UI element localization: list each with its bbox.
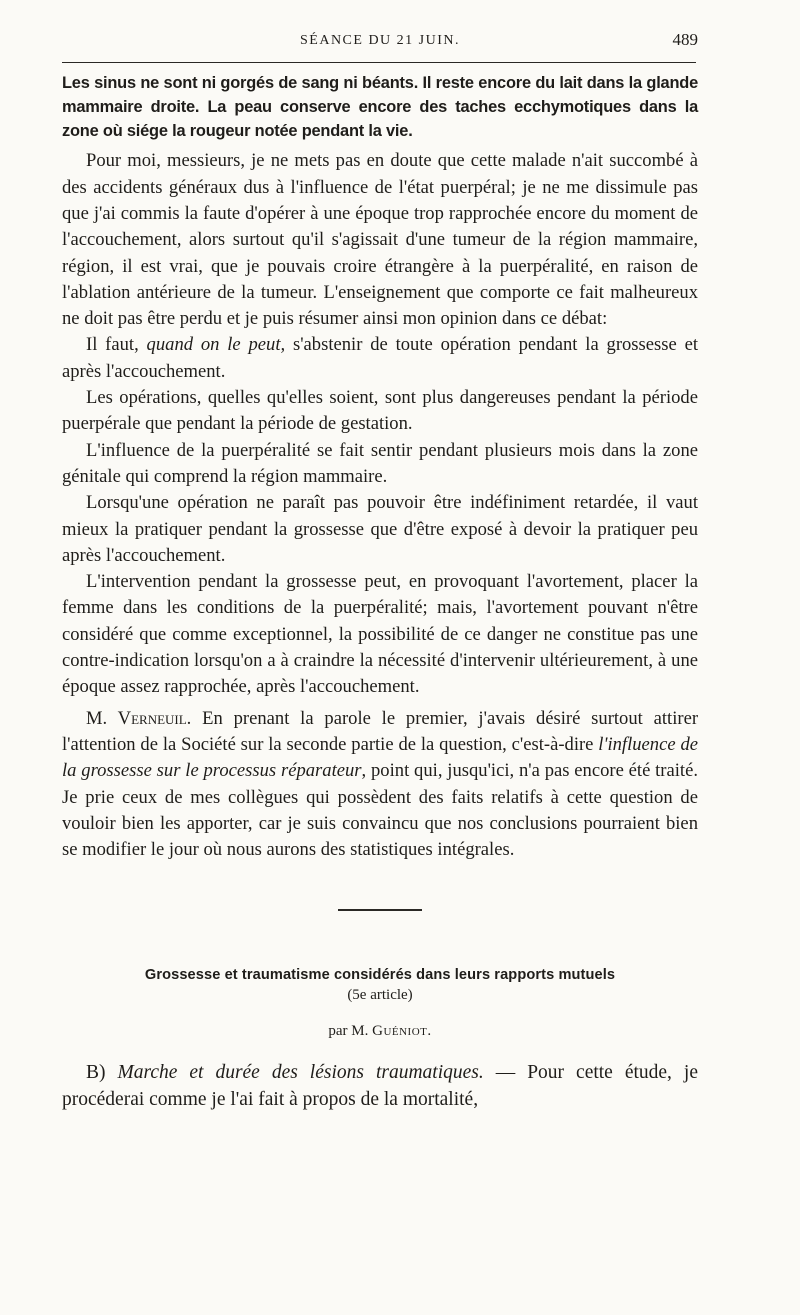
speaker-name: M. Verneuil. <box>86 707 192 729</box>
verneuil-italic: l'influence de la grossesse sur le processus réparateur <box>62 733 698 782</box>
section-text <box>62 1059 698 1113</box>
section-label: B) <box>86 1062 118 1084</box>
paragraph-conclusion-1 <box>62 332 698 385</box>
section-separator <box>338 909 422 911</box>
running-header <box>62 0 698 56</box>
article-title: Grossesse et traumatisme considérés dans leurs rapports mutuels <box>144 967 616 984</box>
document-page <box>62 0 698 1113</box>
author-name: Guéniot. <box>372 1023 432 1040</box>
body-text <box>62 72 698 863</box>
paragraph-section-b <box>62 1059 698 1113</box>
article-subtitle: (5e article) <box>347 987 413 1004</box>
page-number: 489 <box>672 30 698 49</box>
author-prefix: par M. <box>328 1023 373 1040</box>
conclusion-1-start: Il faut, <box>86 334 147 356</box>
paragraph-autopsy-note: Les sinus ne sont ni gorgés de sang ni béants. Il reste encore du lait dans la glande mammaire droite. La peau conserve encore des taches ecchymotiques dans la zone où siége la rougeur notée pendant la vie. <box>62 74 698 140</box>
section-body: — Pour cette étude, je procéderai comme je l'ai fait à propos de la mortalité, <box>62 1062 698 1111</box>
article-author <box>62 1021 698 1041</box>
running-title: SÉANCE DU 21 JUIN. <box>300 33 460 48</box>
paragraph-opinion: Pour moi, messieurs, je ne mets pas en doute que cette malade n'ait succombé à des accidents généraux dus à l'influence de l'état puerpéral; je ne me dissimule pas que j'ai commis la faute d'opérer à une époque trop rapprochée encore du moment de l'accouchement, alors surtout qu'il s'agissait d'une tumeur de la région mammaire, région, il est vrai, que je pouvais croire étrangère à la puerpéralité, en raison de l'ablation antérieure de la tumeur. L'enseignement que comporte ce fait malheureux ne doit pas être perdu et je puis résumer ainsi mon opinion dans ce débat: <box>62 150 698 330</box>
verneuil-text-2: , point qui, jusqu'ici, n'a pas encore été traité. Je prie ceux de mes collègues qui possèdent des faits relatifs à cette question de vouloir bien les apporter, car je suis convaincu que nos conclusions pourraient bien se modifier le jour où nous aurons des statistiques intégrales. <box>62 760 698 861</box>
conclusion-1-italic: quand on le peut, <box>146 334 286 356</box>
paragraph-conclusion-3: L'influence de la puerpéralité se fait sentir pendant plusieurs mois dans la zone génitale qui comprend la région mammaire. <box>62 439 698 487</box>
paragraph-conclusion-4: Lorsqu'une opération ne paraît pas pouvoir être indéfiniment retardée, il vaut mieux la pratiquer pendant la grossesse que d'être exposé à devoir la pratiquer peu après l'accouchement. <box>62 492 698 566</box>
conclusion-1-end: s'abstenir de toute opération pendant la grossesse et après l'accouchement. <box>62 334 698 382</box>
header-rule <box>62 62 696 63</box>
paragraph-conclusion-2: Les opérations, quelles qu'elles soient, sont plus dangereuses pendant la période puerpérale que pendant la période de gestation. <box>62 387 698 435</box>
verneuil-text-1: En prenant la parole le premier, j'avais désiré surtout attirer l'attention de la Société sur la seconde partie de la question, c'est-à-dire <box>62 707 699 755</box>
section-title: Marche et durée des lésions traumatiques. <box>117 1062 484 1084</box>
paragraph-conclusion-5: L'intervention pendant la grossesse peut, en provoquant l'avortement, placer la femme dans les conditions de la puerpéralité; mais, l'avortement pouvant n'être considéré que comme exceptionnel, la possibilité de ce danger ne constitue pas une contre-indication lorsqu'on a à craindre la nécessité d'intervenir ultérieurement, à une époque assez rapprochée, après l'accouchement. <box>62 571 698 698</box>
paragraph-verneuil <box>62 706 698 864</box>
